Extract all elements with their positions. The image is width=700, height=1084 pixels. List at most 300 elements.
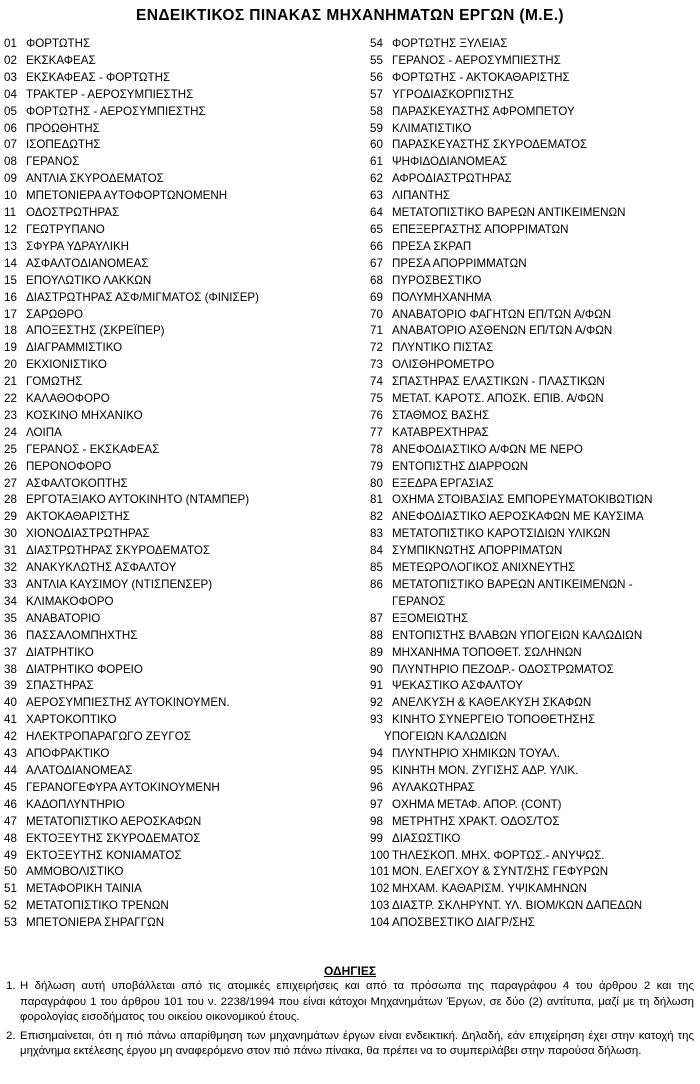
item-number: 100 — [370, 848, 390, 862]
item-number: 87 — [370, 611, 383, 625]
item-name: ΕΝΤΟΠΙΣΤΗΣ ΒΛΑΒΩΝ ΥΠΟΓΕΙΩΝ ΚΑΛΩΔΙΩΝ — [392, 628, 643, 642]
item-number: 52 — [4, 899, 17, 913]
machinery-item — [370, 848, 696, 865]
item-name: ΣΠΑΣΤΗΡΑΣ — [26, 679, 94, 693]
item-number: 40 — [4, 696, 17, 710]
machinery-item — [370, 864, 696, 881]
item-number: 12 — [4, 222, 17, 236]
item-number: 14 — [4, 256, 17, 270]
item-number: 103 — [370, 899, 390, 913]
item-number: 78 — [370, 442, 383, 456]
machinery-item — [4, 425, 360, 442]
item-number: 27 — [4, 476, 17, 490]
item-name: ΚΙΝΗΤΗ ΜΟΝ. ΖΥΓΙΣΗΣ ΑΔΡ. ΥΛΙΚ. — [392, 763, 579, 777]
item-number: 42 — [4, 730, 17, 744]
item-name: ΑΛΑΤΟΔΙΑΝΟΜΕΑΣ — [26, 763, 133, 777]
item-name: ΓΕΡΑΝΟΣ — [26, 155, 80, 169]
machinery-item — [4, 695, 360, 712]
machinery-item — [4, 712, 360, 729]
item-name: ΠΡΟΩΘΗΤΗΣ — [26, 121, 100, 135]
item-name: ΑΠΟΦΡΑΚΤΙΚΟ — [26, 747, 110, 761]
item-number: 72 — [370, 341, 383, 355]
item-number: 60 — [370, 138, 383, 152]
item-name: ΛΟΙΠΑ — [26, 425, 62, 439]
item-number: 95 — [370, 763, 383, 777]
item-name: ΑΝΕΦΟΔΙΑΣΤΙΚΟ ΑΕΡΟΣΚΑΦΩΝ ΜΕ ΚΑΥΣΙΜΑ — [392, 510, 644, 524]
item-name: ΣΑΡΩΘΡΟ — [26, 307, 84, 321]
item-name: ΑΝΑΚΥΚΛΩΤΗΣ ΑΣΦΑΛΤΟΥ — [26, 561, 177, 575]
item-number: 81 — [370, 493, 383, 507]
machinery-item — [4, 628, 360, 645]
machinery-item — [4, 560, 360, 577]
machinery-item — [370, 476, 696, 493]
item-number: 57 — [370, 87, 383, 101]
item-number: 74 — [370, 375, 383, 389]
item-number: 15 — [4, 273, 17, 287]
item-name: ΜΕΤΑΤ. ΚΑΡΟΤΣ. ΑΠΟΣΚ. ΕΠΙΒ. Α/ΦΩΝ — [392, 392, 604, 406]
machinery-item — [370, 205, 696, 222]
item-name: ΚΑΔΟΠΛΥΝΤΗΡΙΟ — [26, 797, 125, 811]
item-name: ΓΕΩΤΡΥΠΑΝΟ — [26, 222, 105, 236]
item-name: ΜΗΧΑΝΗΜΑ ΤΟΠΟΘΕΤ. ΣΩΛΗΝΩΝ — [392, 645, 582, 659]
item-name: ΕΚΤΟΞΕΥΤΗΣ ΣΚΥΡΟΔΕΜΑΤΟΣ — [26, 831, 201, 845]
note-number: 1. — [6, 980, 16, 992]
machinery-item — [4, 408, 360, 425]
item-name: ΕΚΤΟΞΕΥΤΗΣ ΚΟΝΙΑΜΑΤΟΣ — [26, 848, 182, 862]
item-number: 65 — [370, 222, 383, 236]
item-number: 70 — [370, 307, 383, 321]
item-number: 62 — [370, 172, 383, 186]
item-number: 49 — [4, 848, 17, 862]
item-number: 04 — [4, 87, 17, 101]
item-number: 96 — [370, 780, 383, 794]
item-number: 48 — [4, 831, 17, 845]
item-number: 92 — [370, 696, 383, 710]
machinery-item — [370, 340, 696, 357]
item-name: ΓΕΡΑΝΟΣ - ΑΕΡΟΣΥΜΠΙΕΣΤΗΣ — [392, 53, 561, 67]
item-number: 79 — [370, 459, 383, 473]
machinery-item — [370, 611, 696, 628]
machinery-item — [370, 459, 696, 476]
machinery-item — [4, 256, 360, 273]
item-number: 98 — [370, 814, 383, 828]
item-name: ΑΚΤΟΚΑΘΑΡΙΣΤΗΣ — [26, 510, 130, 524]
machinery-item — [370, 712, 696, 729]
note-text: Επισημαίνεται, ότι η πιό πάνω απαρίθμηση των μηχανημάτων έργων είναι ενδεικτική. Δηλαδή, εάν επιχείρηση έχει στην κατοχή της μηχάνημα εκτέλεσης έργου μη αναφερόμενο στον πιό πάνω πίνακα, θα πρέπει να το συμπεριλάβει στην παρούσα δήλωση. — [20, 1029, 694, 1057]
item-name: ΜΕΤΑΤΟΠΙΣΤΙΚΟ ΤΡΕΝΩΝ — [26, 899, 169, 913]
item-number: 32 — [4, 561, 17, 575]
item-number: 09 — [4, 172, 17, 186]
machinery-item — [4, 915, 360, 932]
item-name: ΦΟΡΤΩΤΗΣ - ΑΚΤΟΚΑΘΑΡΙΣΤΗΣ — [392, 70, 570, 84]
machinery-item — [370, 695, 696, 712]
item-number: 13 — [4, 239, 17, 253]
machinery-item — [4, 205, 360, 222]
machinery-item — [370, 87, 696, 104]
machinery-item — [370, 678, 696, 695]
item-number: 67 — [370, 256, 383, 270]
item-number: 102 — [370, 882, 390, 896]
item-name: ΦΟΡΤΩΤΗΣ ΞΥΛΕΙΑΣ — [392, 37, 508, 50]
machinery-item — [370, 290, 696, 307]
machinery-item — [4, 36, 360, 53]
machinery-item — [4, 526, 360, 543]
item-number: 37 — [4, 645, 17, 659]
item-name: ΠΡΕΣΑ ΑΠΟΡΡΙΜΜΑΤΩΝ — [392, 256, 527, 270]
item-name: ΟΧΗΜΑ ΜΕΤΑΦ. ΑΠΟΡ. (CONT) — [392, 797, 562, 811]
item-number: 23 — [4, 408, 17, 422]
machinery-item — [4, 898, 360, 915]
machinery-item — [4, 273, 360, 290]
machinery-item — [370, 780, 696, 797]
item-number: 68 — [370, 273, 383, 287]
item-name: ΔΙΑΣΤΡΩΤΗΡΑΣ ΣΚΥΡΟΔΕΜΑΤΟΣ — [26, 544, 210, 558]
item-number: 75 — [370, 392, 383, 406]
machinery-item — [370, 222, 696, 239]
item-name: ΔΙΑΓΡΑΜΜΙΣΤΙΚΟ — [26, 341, 123, 355]
item-number: 01 — [4, 37, 17, 50]
item-name: ΕΚΧΙΟΝΙΣΤΙΚΟ — [26, 358, 107, 372]
item-number: 84 — [370, 544, 383, 558]
item-name: ΚΛΙΜΑΚΟΦΟΡΟ — [26, 594, 114, 608]
item-name: ΕΞΟΜΕΙΩΤΗΣ — [392, 611, 469, 625]
item-name: ΠΑΡΑΣΚΕΥΑΣΤΗΣ ΣΚΥΡΟΔΕΜΑΤΟΣ — [392, 138, 588, 152]
machinery-item — [4, 340, 360, 357]
machinery-item — [370, 70, 696, 87]
item-number: 51 — [4, 882, 17, 896]
machinery-item — [4, 121, 360, 138]
item-number: 06 — [4, 121, 17, 135]
machinery-item — [370, 881, 696, 898]
item-name: ΔΙΑΤΡΗΤΙΚΟ — [26, 645, 94, 659]
item-name: ΣΥΜΠΙΚΝΩΤΗΣ ΑΠΟΡΡΙΜΑΤΩΝ — [392, 544, 563, 558]
machinery-item — [4, 645, 360, 662]
machinery-item — [4, 763, 360, 780]
item-name: ΔΙΑΣΩΣΤΙΚΟ — [392, 831, 461, 845]
machinery-item — [370, 628, 696, 645]
machinery-item — [4, 357, 360, 374]
item-name: ΕΡΓΟΤΑΞΙΑΚΟ ΑΥΤΟΚΙΝΗΤΟ (ΝΤΑΜΠΕΡ) — [26, 493, 250, 507]
machinery-item — [4, 864, 360, 881]
item-number: 73 — [370, 358, 383, 372]
page-title: ΕΝΔΕΙΚΤΙΚΟΣ ΠΙΝΑΚΑΣ ΜΗΧΑΝΗΜΑΤΩΝ ΕΡΓΩΝ (Μ.Ε.) — [136, 7, 564, 24]
item-number: 16 — [4, 290, 17, 304]
item-number: 56 — [370, 70, 383, 84]
item-name: ΕΚΣΚΑΦΕΑΣ — [26, 53, 96, 67]
machinery-item — [370, 645, 696, 662]
instruction-note — [6, 1029, 694, 1060]
item-name: ΑΝΕΦΟΔΙΑΣΤΙΚΟ Α/ΦΩΝ ΜΕ ΝΕΡΟ — [392, 442, 583, 456]
item-name: ΜΕΤΑΤΟΠΙΣΤΙΚΟ ΑΕΡΟΣΚΑΦΩΝ — [26, 814, 202, 828]
machinery-item — [4, 442, 360, 459]
machinery-item — [4, 509, 360, 526]
item-number: 35 — [4, 611, 17, 625]
item-name: ΟΔΟΣΤΡΩΤΗΡΑΣ — [26, 206, 120, 220]
item-number: 31 — [4, 544, 17, 558]
item-number: 39 — [4, 679, 17, 693]
machinery-item — [370, 543, 696, 560]
item-number: 66 — [370, 239, 383, 253]
item-name: ΓΟΜΩΤΗΣ — [26, 375, 83, 389]
item-name: ΚΙΝΗΤΟ ΣΥΝΕΡΓΕΙΟ ΤΟΠΟΘΕΤΗΣΗΣ — [392, 713, 596, 727]
machinery-item — [370, 121, 696, 138]
machinery-item — [4, 492, 360, 509]
machinery-item — [370, 898, 696, 915]
machinery-item — [370, 662, 696, 679]
item-number: 101 — [370, 865, 390, 879]
item-number: 86 — [370, 578, 383, 591]
item-name: ΙΣΟΠΕΔΩΤΗΣ — [26, 138, 101, 152]
item-name: ΕΠΟΥΛΩΤΙΚΟ ΛΑΚΚΩΝ — [26, 273, 152, 287]
item-name: ΑΠΟΞΕΣΤΗΣ (ΣΚΡΕΪΠΕΡ) — [26, 324, 165, 338]
machinery-item — [370, 374, 696, 391]
machinery-item — [370, 425, 696, 442]
item-name: ΣΦΥΡΑ ΥΔΡΑΥΛΙΚΗ — [26, 239, 130, 253]
item-number: 20 — [4, 358, 17, 372]
machinery-item — [4, 881, 360, 898]
item-number: 53 — [4, 916, 17, 930]
machinery-item — [370, 915, 696, 932]
item-name: ΑΣΦΑΛΤΟΚΟΠΤΗΣ — [26, 476, 128, 490]
item-name: ΨΕΚΑΣΤΙΚΟ ΑΣΦΑΛΤΟΥ — [392, 679, 524, 693]
item-name: ΠΕΡΟΝΟΦΟΡΟ — [26, 459, 112, 473]
item-number: 82 — [370, 510, 383, 524]
machinery-item — [4, 797, 360, 814]
machinery-item — [370, 814, 696, 831]
machinery-item — [370, 239, 696, 256]
item-number: 90 — [370, 662, 383, 676]
item-number: 77 — [370, 425, 383, 439]
machinery-item — [370, 391, 696, 408]
machinery-list-right — [370, 36, 696, 932]
item-name: ΑΝΤΛΙΑ ΚΑΥΣΙΜΟΥ (ΝΤΙΣΠΕΝΣΕΡ) — [26, 578, 213, 591]
item-name: ΠΟΛΥΜΗΧΑΝΗΜΑ — [392, 290, 492, 304]
item-number: 93 — [370, 713, 383, 727]
item-name: ΔΙΑΤΡΗΤΙΚΟ ΦΟΡΕΙΟ — [26, 662, 143, 676]
item-name: ΚΑΤΑΒΡΕΧΤΗΡΑΣ — [392, 425, 489, 439]
item-name: ΚΛΙΜΑΤΙΣΤΙΚΟ — [392, 121, 472, 135]
machinery-item — [370, 746, 696, 763]
machinery-item — [370, 526, 696, 543]
item-name: ΜΠΕΤΟΝΙΕΡΑ ΣΗΡΑΓΓΩΝ — [26, 916, 165, 930]
item-number: 29 — [4, 510, 17, 524]
item-number: 11 — [4, 206, 17, 220]
machinery-item — [4, 459, 360, 476]
item-name: ΜΗΧΑΜ. ΚΑΘΑΡΙΣΜ. ΥΨΙΚΑΜΗΝΩΝ — [392, 882, 587, 896]
machinery-item — [370, 53, 696, 70]
item-name: ΠΛΥΝΤΙΚΟ ΠΙΣΤΑΣ — [392, 341, 494, 355]
machinery-item — [4, 87, 360, 104]
item-name: ΧΙΟΝΟΔΙΑΣΤΡΩΤΗΡΑΣ — [26, 527, 150, 541]
item-name: ΕΚΣΚΑΦΕΑΣ - ΦΟΡΤΩΤΗΣ — [26, 70, 171, 84]
item-number: 18 — [4, 324, 17, 338]
note-text: Η δήλωση αυτή υποβάλλεται από τις ατομικές επιχειρήσεις και από τα πρόσωπα της παραγράφου 4 του άρθρου 2 και της παραγράφου 1 του άρθρου 101 του ν. 2238/1994 που είναι κάτοχοι Μηχανημάτων Έργων, σε δύο (2) αντίτυπα, μαζί με τη δήλωση φορολογίας εισοδήματος του οικείου οικονομικού έτους. — [20, 980, 694, 1023]
item-name: ΑΝΕΛΚΥΣΗ & ΚΑΘΕΛΚΥΣΗ ΣΚΑΦΩΝ — [392, 696, 592, 710]
item-number: 104 — [370, 916, 390, 930]
machinery-item — [4, 222, 360, 239]
item-number: 19 — [4, 341, 17, 355]
item-name: ΔΙΑΣΤΡ. ΣΚΛΗΡΥΝΤ. ΥΛ. ΒΙΟΜ/ΚΩΝ ΔΑΠΕΔΩΝ — [392, 899, 643, 913]
item-name: ΟΛΙΣΘΗΡΟΜΕΤΡΟ — [392, 358, 495, 372]
machinery-item — [370, 763, 696, 780]
instruction-note — [6, 979, 694, 1026]
item-name: ΠΡΕΣΑ ΣΚΡΑΠ — [392, 239, 472, 253]
machinery-item — [4, 678, 360, 695]
item-name: ΑΣΦΑΛΤΟΔΙΑΝΟΜΕΑΣ — [26, 256, 149, 270]
item-name: ΜΟΝ. ΕΛΕΓΧΟΥ & ΣΥΝΤ/ΣΗΣ ΓΕΦΥΡΩΝ — [392, 865, 609, 879]
continuation-indent — [370, 594, 392, 611]
item-name: ΤΗΛΕΣΚΟΠ. ΜΗΧ. ΦΟΡΤΩΣ.- ΑΝΥΨΩΣ. — [392, 848, 605, 862]
item-name: ΜΕΤΕΩΡΟΛΟΓΙΚΟΣ ΑΝΙΧΝΕΥΤΗΣ — [392, 561, 576, 575]
item-number: 38 — [4, 662, 17, 676]
machinery-item — [370, 408, 696, 425]
item-name: ΟΧΗΜΑ ΣΤΟΙΒΑΣΙΑΣ ΕΜΠΟΡΕΥΜΑΤΟΚΙΒΩΤΙΩΝ — [392, 493, 653, 507]
item-number: 99 — [370, 831, 383, 845]
machinery-item — [370, 442, 696, 459]
item-number: 97 — [370, 797, 383, 811]
item-number: 10 — [4, 189, 17, 203]
machinery-item — [4, 290, 360, 307]
machinery-item — [4, 171, 360, 188]
item-name: ΚΟΣΚΙΝΟ ΜΗΧΑΝΙΚΟ — [26, 408, 143, 422]
machinery-item — [4, 70, 360, 87]
machinery-item — [4, 188, 360, 205]
machinery-item — [4, 137, 360, 154]
item-number: 47 — [4, 814, 17, 828]
item-number: 26 — [4, 459, 17, 473]
item-number: 08 — [4, 155, 17, 169]
machinery-item — [370, 831, 696, 848]
item-name: ΜΕΤΑΦΟΡΙΚΗ ΤΑΙΝΙΑ — [26, 882, 142, 896]
machinery-item — [370, 797, 696, 814]
item-name: ΜΕΤΑΤΟΠΙΣΤΙΚΟ ΒΑΡΕΩΝ ΑΝΤΙΚΕΙΜΕΝΩΝ - — [392, 578, 633, 591]
item-number: 54 — [370, 37, 383, 50]
item-name: ΔΙΑΣΤΡΩΤΗΡΑΣ ΑΣΦ/ΜΙΓΜΑΤΟΣ (ΦΙΝΙΣΕΡ) — [26, 290, 260, 304]
machinery-item-continuation — [370, 594, 696, 611]
machinery-item — [370, 171, 696, 188]
item-number: 17 — [4, 307, 17, 321]
machinery-item — [4, 104, 360, 121]
item-number: 22 — [4, 392, 17, 406]
machinery-item — [4, 729, 360, 746]
machinery-item — [370, 577, 696, 594]
item-number: 33 — [4, 578, 17, 591]
item-number: 80 — [370, 476, 383, 490]
item-number: 61 — [370, 155, 383, 169]
item-number: 64 — [370, 206, 383, 220]
item-name: ΨΗΦΙΔΟΔΙΑΝΟΜΕΑΣ — [392, 155, 508, 169]
item-name: ΕΞΕΔΡΑ ΕΡΓΑΣΙΑΣ — [392, 476, 494, 490]
machinery-item — [370, 323, 696, 340]
machinery-item — [370, 154, 696, 171]
item-number: 46 — [4, 797, 17, 811]
item-number: 28 — [4, 493, 17, 507]
machinery-item — [4, 662, 360, 679]
item-name: ΑΝΑΒΑΤΟΡΙΟ ΦΑΓΗΤΩΝ ΕΠ/ΤΩΝ Α/ΦΩΝ — [392, 307, 612, 321]
item-number: 88 — [370, 628, 383, 642]
item-number: 94 — [370, 747, 383, 761]
item-name: ΜΕΤΑΤΟΠΙΣΤΙΚΟ ΒΑΡΕΩΝ ΑΝΤΙΚΕΙΜΕΝΩΝ — [392, 206, 626, 220]
item-number: 36 — [4, 628, 17, 642]
item-name: ΧΑΡΤΟΚΟΠΤΙΚΟ — [26, 713, 117, 727]
machinery-list-left — [4, 36, 360, 932]
machinery-item — [370, 560, 696, 577]
item-name: ΑΦΡΟΔΙΑΣΤΡΩΤΗΡΑΣ — [392, 172, 512, 186]
item-number: 85 — [370, 561, 383, 575]
machinery-item — [370, 104, 696, 121]
machinery-item — [370, 256, 696, 273]
item-name: ΜΕΤΑΤΟΠΙΣΤΙΚΟ ΚΑΡΟΤΣΙΔΙΩΝ ΥΛΙΚΩΝ — [392, 527, 611, 541]
item-name: ΠΛΥΝΤΗΡΙΟ ΧΗΜΙΚΩΝ ΤΟΥΑΛ. — [392, 747, 560, 761]
item-name: ΑΕΡΟΣΥΜΠΙΕΣΤΗΣ ΑΥΤΟΚΙΝΟΥΜΕΝ. — [26, 696, 230, 710]
item-name: ΑΥΛΑΚΩΤΗΡΑΣ — [392, 780, 475, 794]
item-number: 63 — [370, 189, 383, 203]
machinery-item — [4, 594, 360, 611]
machinery-item — [4, 611, 360, 628]
item-name: ΑΝΑΒΑΤΟΡΙΟ — [26, 611, 101, 625]
item-number: 25 — [4, 442, 17, 456]
item-name: ΠΑΡΑΣΚΕΥΑΣΤΗΣ ΑΦΡΟΜΠΕΤΟΥ — [392, 104, 575, 118]
machinery-item — [370, 307, 696, 324]
machinery-item — [4, 476, 360, 493]
item-name: ΤΡΑΚΤΕΡ - ΑΕΡΟΣΥΜΠΙΕΣΤΗΣ — [26, 87, 194, 101]
machinery-item — [370, 492, 696, 509]
machinery-item — [4, 577, 360, 594]
machinery-item — [4, 848, 360, 865]
item-name: ΓΕΡΑΝΟΓΕΦΥΡΑ ΑΥΤΟΚΙΝΟΥΜΕΝΗ — [26, 780, 220, 794]
item-name: ΑΠΟΣΒΕΣΤΙΚΟ ΔΙΑΓΡ/ΣΗΣ — [392, 916, 535, 930]
item-name: ΠΛΥΝΤΗΡΙΟ ΠΕΖΟΔΡ.- ΟΔΟΣΤΡΩΜΑΤΟΣ — [392, 662, 614, 676]
item-number: 76 — [370, 408, 383, 422]
item-number: 07 — [4, 138, 17, 152]
item-number: 34 — [4, 594, 17, 608]
item-name: ΕΠΕΞΕΡΓΑΣΤΗΣ ΑΠΟΡΡΙΜΑΤΩΝ — [392, 222, 569, 236]
item-number: 43 — [4, 747, 17, 761]
item-name: ΓΕΡΑΝΟΣ - ΕΚΣΚΑΦΕΑΣ — [26, 442, 160, 456]
machinery-item — [4, 831, 360, 848]
machinery-item — [370, 509, 696, 526]
item-number: 55 — [370, 53, 383, 67]
item-number: 05 — [4, 104, 17, 118]
item-number: 58 — [370, 104, 383, 118]
item-name: ΠΥΡΟΣΒΕΣΤΙΚΟ — [392, 273, 482, 287]
machinery-item — [4, 53, 360, 70]
item-number: 45 — [4, 780, 17, 794]
item-number: 03 — [4, 70, 17, 84]
continuation-indent — [370, 729, 384, 746]
machinery-item — [370, 137, 696, 154]
item-name: ΑΝΑΒΑΤΟΡΙΟ ΑΣΘΕΝΩΝ ΕΠ/ΤΩΝ Α/ΦΩΝ — [392, 324, 613, 338]
item-name: ΗΛΕΚΤΡΟΠΑΡΑΓΩΓΟ ΖΕΥΓΟΣ — [26, 730, 191, 744]
instructions-heading: ΟΔΗΓΙΕΣ — [323, 964, 377, 978]
item-number: 21 — [4, 375, 17, 389]
machinery-item — [4, 814, 360, 831]
item-name: ΑΝΤΛΙΑ ΣΚΥΡΟΔΕΜΑΤΟΣ — [26, 172, 164, 186]
item-number: 02 — [4, 53, 17, 67]
item-name: ΣΤΑΘΜΟΣ ΒΑΣΗΣ — [392, 408, 490, 422]
instructions-list — [6, 979, 694, 1063]
item-name: ΦΟΡΤΩΤΗΣ — [26, 37, 91, 50]
item-name: ΕΝΤΟΠΙΣΤΗΣ ΔΙΑΡΡΟΩΝ — [392, 459, 529, 473]
machinery-item — [4, 391, 360, 408]
item-number: 44 — [4, 763, 17, 777]
machinery-item — [4, 154, 360, 171]
item-number: 91 — [370, 679, 383, 693]
item-number: 89 — [370, 645, 383, 659]
item-name: ΥΓΡΟΔΙΑΣΚΟΡΠΙΣΤΗΣ — [392, 87, 515, 101]
item-name: ΚΑΛΑΘΟΦΟΡΟ — [26, 392, 110, 406]
machinery-item — [4, 323, 360, 340]
